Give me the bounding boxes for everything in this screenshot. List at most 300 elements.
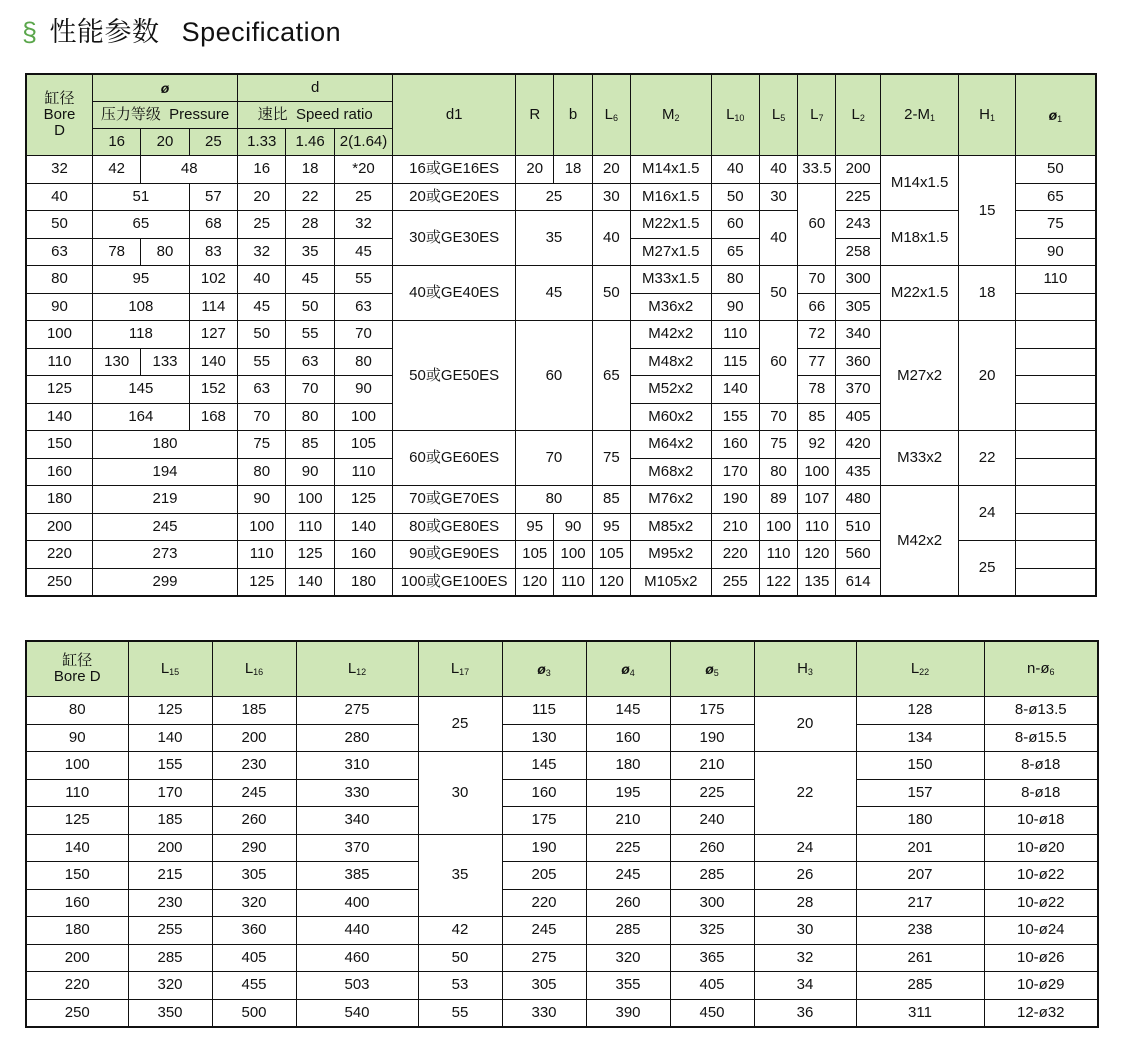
cell-phi1	[1015, 321, 1096, 349]
cell-bore: 220	[26, 541, 92, 569]
cell-l22: 150	[856, 752, 984, 780]
cell-phi4: 195	[586, 779, 670, 807]
cell-phi5: 210	[670, 752, 754, 780]
cell-phi1	[1015, 513, 1096, 541]
cell-phi: 180	[92, 431, 237, 459]
table-row	[26, 211, 1096, 239]
cell-phi4: 180	[586, 752, 670, 780]
l6-sub: 6	[612, 113, 618, 123]
table-row	[26, 156, 1096, 184]
cell-n-phi: 8-ø15.5	[984, 724, 1098, 752]
cell-h3: 36	[754, 999, 856, 1027]
header-pressure: 压力等级 Pressure	[92, 102, 237, 129]
cell-l5: 110	[759, 541, 797, 569]
cell-d1: 16或GE16ES	[393, 156, 516, 184]
cell-d: 100	[238, 513, 286, 541]
cell-n-phi: 10-ø29	[984, 972, 1098, 1000]
l2-sub: 2	[859, 113, 865, 123]
cell-l10: 160	[711, 431, 759, 459]
cell-d: 100	[334, 403, 392, 431]
cell-h3: 32	[754, 944, 856, 972]
cell-phi: 140	[189, 348, 237, 376]
cell-l7: 100	[798, 458, 836, 486]
cell-d: 45	[286, 266, 334, 294]
cell-phi4: 285	[586, 917, 670, 945]
cell-l16: 320	[212, 889, 296, 917]
header-l22	[856, 641, 984, 697]
cell-l16: 185	[212, 697, 296, 725]
cell-l6: 65	[592, 321, 630, 431]
cell-l10: 210	[711, 513, 759, 541]
cell-l10: 110	[711, 321, 759, 349]
cell-phi3: 220	[502, 889, 586, 917]
cell-l5: 70	[759, 403, 797, 431]
cell-l2: 614	[836, 568, 880, 596]
cell-phi: 152	[189, 376, 237, 404]
cell-b: 90	[554, 513, 592, 541]
cell-l16: 500	[212, 999, 296, 1027]
cell-l12: 370	[296, 834, 418, 862]
l5-sub: 5	[780, 113, 786, 123]
l7-base: L	[810, 106, 819, 123]
cell-d: 16	[238, 156, 286, 184]
cell-phi4: 145	[586, 697, 670, 725]
cell-r: 105	[516, 541, 554, 569]
cell-phi4: 210	[586, 807, 670, 835]
cell-l5: 122	[759, 568, 797, 596]
cell-phi1: 110	[1015, 266, 1096, 294]
cell-l17: 53	[418, 972, 502, 1000]
cell-phi: 48	[141, 156, 238, 184]
bore-label-en: Bore	[43, 106, 76, 123]
cell-l7: 110	[798, 513, 836, 541]
cell-phi: 65	[92, 211, 189, 239]
cell-l22: 217	[856, 889, 984, 917]
cell-l22: 207	[856, 862, 984, 890]
cell-l7: 77	[798, 348, 836, 376]
cell-n-phi: 10-ø22	[984, 889, 1098, 917]
l7-sub: 7	[818, 113, 824, 123]
cell-h3: 22	[754, 752, 856, 835]
header-m2	[630, 74, 711, 156]
cell-b: 100	[554, 541, 592, 569]
cell-l2: 360	[836, 348, 880, 376]
cell-bore: 80	[26, 266, 92, 294]
table-row	[26, 724, 1098, 752]
cell-d: 80	[238, 458, 286, 486]
cell-m2: M42x2	[630, 321, 711, 349]
cell-d: 85	[286, 431, 334, 459]
cell-2m1: M42x2	[880, 486, 959, 597]
cell-bore: 90	[26, 724, 128, 752]
cell-d: 55	[334, 266, 392, 294]
cell-phi: 130	[92, 348, 140, 376]
header-l15	[128, 641, 212, 697]
phi4-sub: 4	[629, 667, 635, 678]
cell-d1: 60或GE60ES	[393, 431, 516, 486]
phi5-sub: 5	[713, 667, 719, 678]
cell-rb: 80	[516, 486, 593, 514]
header-speed-ratio: 速比 Speed ratio	[238, 102, 393, 129]
cell-d: 45	[238, 293, 286, 321]
cell-d: 125	[286, 541, 334, 569]
cell-d: 63	[286, 348, 334, 376]
header-d1: d1	[393, 74, 516, 156]
cell-phi: 80	[141, 238, 189, 266]
cell-phi: 127	[189, 321, 237, 349]
cell-d: 70	[286, 376, 334, 404]
l17-base: L	[450, 660, 460, 677]
cell-l12: 385	[296, 862, 418, 890]
cell-l15: 255	[128, 917, 212, 945]
cell-l7: 85	[798, 403, 836, 431]
cell-d1: 100或GE100ES	[393, 568, 516, 596]
cell-d: 63	[334, 293, 392, 321]
cell-d: 75	[238, 431, 286, 459]
cell-phi: 245	[92, 513, 237, 541]
cell-l10: 80	[711, 266, 759, 294]
cell-l10: 190	[711, 486, 759, 514]
cell-rb: 35	[516, 211, 593, 266]
cell-r: 95	[516, 513, 554, 541]
cell-bore: 200	[26, 944, 128, 972]
cell-phi5: 240	[670, 807, 754, 835]
cell-n-phi: 8-ø18	[984, 752, 1098, 780]
cell-l5: 80	[759, 458, 797, 486]
cell-phi4: 260	[586, 889, 670, 917]
cell-l10: 60	[711, 211, 759, 239]
cell-l2: 370	[836, 376, 880, 404]
l22-base: L	[910, 660, 920, 677]
cell-phi1	[1015, 541, 1096, 569]
cell-d: *20	[334, 156, 392, 184]
cell-l2: 510	[836, 513, 880, 541]
header-l12	[296, 641, 418, 697]
cell-l2: 243	[836, 211, 880, 239]
cell-d: 105	[334, 431, 392, 459]
phi3-sub: 3	[545, 667, 551, 678]
cell-l10: 255	[711, 568, 759, 596]
header-r: R	[516, 74, 554, 156]
cell-2m1: M33x2	[880, 431, 959, 486]
table-row	[26, 697, 1098, 725]
cell-h3: 34	[754, 972, 856, 1000]
cell-n-phi: 10-ø20	[984, 834, 1098, 862]
cell-l12: 400	[296, 889, 418, 917]
l10-base: L	[726, 106, 735, 123]
pressure-16: 16	[92, 129, 140, 156]
cell-l10: 90	[711, 293, 759, 321]
cell-m2: M48x2	[630, 348, 711, 376]
table-row	[26, 779, 1098, 807]
cell-d1: 50或GE50ES	[393, 321, 516, 431]
cell-l17: 30	[418, 752, 502, 835]
cell-l5: 30	[759, 183, 797, 211]
ratio-1-46: 1.46	[286, 129, 334, 156]
table-row	[26, 807, 1098, 835]
cell-bore: 100	[26, 321, 92, 349]
cell-h3: 24	[754, 834, 856, 862]
cell-bore: 160	[26, 889, 128, 917]
cell-l22: 311	[856, 999, 984, 1027]
header-l6	[592, 74, 630, 156]
cell-h1: 22	[959, 431, 1015, 486]
cell-d: 90	[334, 376, 392, 404]
nphi-sub: 6	[1049, 667, 1055, 677]
cell-l12: 460	[296, 944, 418, 972]
cell-l7: 66	[798, 293, 836, 321]
l16-sub: 16	[253, 667, 264, 677]
cell-phi4: 320	[586, 944, 670, 972]
cell-bore: 150	[26, 431, 92, 459]
phi1-base: ø	[1048, 106, 1058, 123]
header-phi4	[586, 641, 670, 697]
cell-b: 110	[554, 568, 592, 596]
cell-l6: 30	[592, 183, 630, 211]
table-row	[26, 862, 1098, 890]
table-row	[26, 834, 1098, 862]
cell-phi4: 225	[586, 834, 670, 862]
cell-l6: 20	[592, 156, 630, 184]
cell-l10: 40	[711, 156, 759, 184]
cell-l6: 120	[592, 568, 630, 596]
cell-phi1	[1015, 293, 1096, 321]
cell-phi: 51	[92, 183, 189, 211]
cell-d: 25	[238, 211, 286, 239]
cell-bore: 90	[26, 293, 92, 321]
cell-d: 90	[238, 486, 286, 514]
cell-l16: 200	[212, 724, 296, 752]
cell-d: 110	[238, 541, 286, 569]
cell-phi3: 160	[502, 779, 586, 807]
cell-d1: 20或GE20ES	[393, 183, 516, 211]
cell-d: 22	[286, 183, 334, 211]
header-bore	[26, 74, 92, 156]
cell-l15: 320	[128, 972, 212, 1000]
cell-l5: 50	[759, 266, 797, 321]
cell-phi: 273	[92, 541, 237, 569]
cell-phi3: 175	[502, 807, 586, 835]
cell-l12: 310	[296, 752, 418, 780]
cell-l5: 60	[759, 321, 797, 404]
cell-l7: 72	[798, 321, 836, 349]
cell-phi: 83	[189, 238, 237, 266]
cell-l2: 405	[836, 403, 880, 431]
cell-h3: 26	[754, 862, 856, 890]
bore-label-en: Bore D	[53, 668, 101, 685]
cell-l22: 157	[856, 779, 984, 807]
cell-phi: 194	[92, 458, 237, 486]
cell-d: 140	[334, 513, 392, 541]
cell-l6: 85	[592, 486, 630, 514]
cell-phi5: 225	[670, 779, 754, 807]
l15-base: L	[160, 660, 170, 677]
l15-sub: 15	[169, 667, 180, 677]
2m1-sub: 1	[930, 113, 936, 123]
header-l2	[836, 74, 880, 156]
cell-m2: M16x1.5	[630, 183, 711, 211]
bore-label-cn: 缸径	[44, 90, 75, 107]
cell-l2: 420	[836, 431, 880, 459]
cell-l15: 230	[128, 889, 212, 917]
cell-d: 55	[286, 321, 334, 349]
page-title	[22, 14, 341, 50]
cell-phi: 168	[189, 403, 237, 431]
cell-l7: 70	[798, 266, 836, 294]
ratio-2: 2(1.64)	[334, 129, 392, 156]
cell-phi1	[1015, 403, 1096, 431]
phi1-sub: 1	[1057, 113, 1063, 124]
cell-phi5: 365	[670, 944, 754, 972]
cell-d1: 70或GE70ES	[393, 486, 516, 514]
cell-l16: 290	[212, 834, 296, 862]
cell-l17: 25	[418, 697, 502, 752]
cell-l12: 440	[296, 917, 418, 945]
cell-d: 45	[334, 238, 392, 266]
h1-sub: 1	[990, 113, 996, 123]
cell-l2: 305	[836, 293, 880, 321]
h1-base: H	[979, 106, 990, 123]
cell-n-phi: 12-ø32	[984, 999, 1098, 1027]
bore-label-d: D	[54, 122, 65, 139]
cell-bore: 140	[26, 834, 128, 862]
cell-2m1: M27x2	[880, 321, 959, 431]
cell-l16: 230	[212, 752, 296, 780]
cell-n-phi: 8-ø13.5	[984, 697, 1098, 725]
cell-l15: 185	[128, 807, 212, 835]
cell-l22: 238	[856, 917, 984, 945]
cell-l22: 180	[856, 807, 984, 835]
header-l17	[418, 641, 502, 697]
cell-l2: 300	[836, 266, 880, 294]
cell-l2: 258	[836, 238, 880, 266]
header-b: b	[554, 74, 592, 156]
cell-l15: 200	[128, 834, 212, 862]
cell-l2: 560	[836, 541, 880, 569]
cell-d: 140	[286, 568, 334, 596]
cell-m2: M60x2	[630, 403, 711, 431]
cell-h1: 25	[959, 541, 1015, 597]
section-symbol: §	[22, 17, 38, 47]
cell-d: 35	[286, 238, 334, 266]
cell-phi3: 115	[502, 697, 586, 725]
m2-base: M	[662, 106, 675, 123]
cell-l7: 33.5	[798, 156, 836, 184]
cell-phi1	[1015, 431, 1096, 459]
cell-l2: 200	[836, 156, 880, 184]
cell-l12: 340	[296, 807, 418, 835]
cell-m2: M64x2	[630, 431, 711, 459]
cell-l6: 105	[592, 541, 630, 569]
table-row	[26, 889, 1098, 917]
table-row	[26, 999, 1098, 1027]
cell-rb: 25	[516, 183, 593, 211]
cell-l22: 285	[856, 972, 984, 1000]
cell-rb: 70	[516, 431, 593, 486]
cell-phi3: 245	[502, 917, 586, 945]
header-h1	[959, 74, 1015, 156]
cell-l6: 75	[592, 431, 630, 486]
cell-h3: 20	[754, 697, 856, 752]
cell-l22: 261	[856, 944, 984, 972]
cell-l15: 125	[128, 697, 212, 725]
header-bore	[26, 641, 128, 697]
cell-d: 110	[286, 513, 334, 541]
cell-d: 80	[286, 403, 334, 431]
h3-sub: 3	[807, 667, 813, 677]
cell-d: 100	[286, 486, 334, 514]
cell-l17: 50	[418, 944, 502, 972]
cell-d: 40	[238, 266, 286, 294]
cell-l5: 75	[759, 431, 797, 459]
cell-phi: 78	[92, 238, 140, 266]
cell-l6: 50	[592, 266, 630, 321]
l6-base: L	[604, 106, 613, 123]
l12-base: L	[347, 660, 357, 677]
cell-l6: 95	[592, 513, 630, 541]
cell-bore: 180	[26, 917, 128, 945]
l22-sub: 22	[919, 667, 930, 677]
cell-l16: 360	[212, 917, 296, 945]
cell-bore: 110	[26, 348, 92, 376]
cell-phi5: 450	[670, 999, 754, 1027]
cell-l16: 245	[212, 779, 296, 807]
cell-phi1: 75	[1015, 211, 1096, 239]
cell-phi: 108	[92, 293, 189, 321]
cell-d: 125	[334, 486, 392, 514]
cell-phi: 102	[189, 266, 237, 294]
cell-phi1: 50	[1015, 156, 1096, 184]
cell-phi5: 405	[670, 972, 754, 1000]
cell-l16: 455	[212, 972, 296, 1000]
cell-r: 120	[516, 568, 554, 596]
cell-phi4: 355	[586, 972, 670, 1000]
pressure-20: 20	[141, 129, 189, 156]
cell-m2: M22x1.5	[630, 211, 711, 239]
cell-phi5: 325	[670, 917, 754, 945]
cell-phi1	[1015, 568, 1096, 596]
cell-bore: 160	[26, 458, 92, 486]
cell-l12: 503	[296, 972, 418, 1000]
cell-bore: 200	[26, 513, 92, 541]
cell-l12: 280	[296, 724, 418, 752]
cell-d: 50	[238, 321, 286, 349]
table-row	[26, 917, 1098, 945]
cell-n-phi: 10-ø24	[984, 917, 1098, 945]
title-en: Specification	[181, 17, 342, 47]
cell-phi1	[1015, 486, 1096, 514]
cell-d: 160	[334, 541, 392, 569]
header-phi1	[1015, 74, 1096, 156]
cell-phi3: 130	[502, 724, 586, 752]
cell-l7: 92	[798, 431, 836, 459]
cell-phi1	[1015, 348, 1096, 376]
cell-n-phi: 10-ø26	[984, 944, 1098, 972]
ratio-1-33: 1.33	[238, 129, 286, 156]
table-row	[26, 944, 1098, 972]
cell-d: 90	[286, 458, 334, 486]
cell-l7: 135	[798, 568, 836, 596]
table-row	[26, 266, 1096, 294]
pressure-25: 25	[189, 129, 237, 156]
cell-phi: 68	[189, 211, 237, 239]
cell-m2: M52x2	[630, 376, 711, 404]
m2-sub: 2	[674, 113, 680, 123]
cell-l22: 128	[856, 697, 984, 725]
header-phi3	[502, 641, 586, 697]
cell-l22: 201	[856, 834, 984, 862]
cell-m2: M14x1.5	[630, 156, 711, 184]
